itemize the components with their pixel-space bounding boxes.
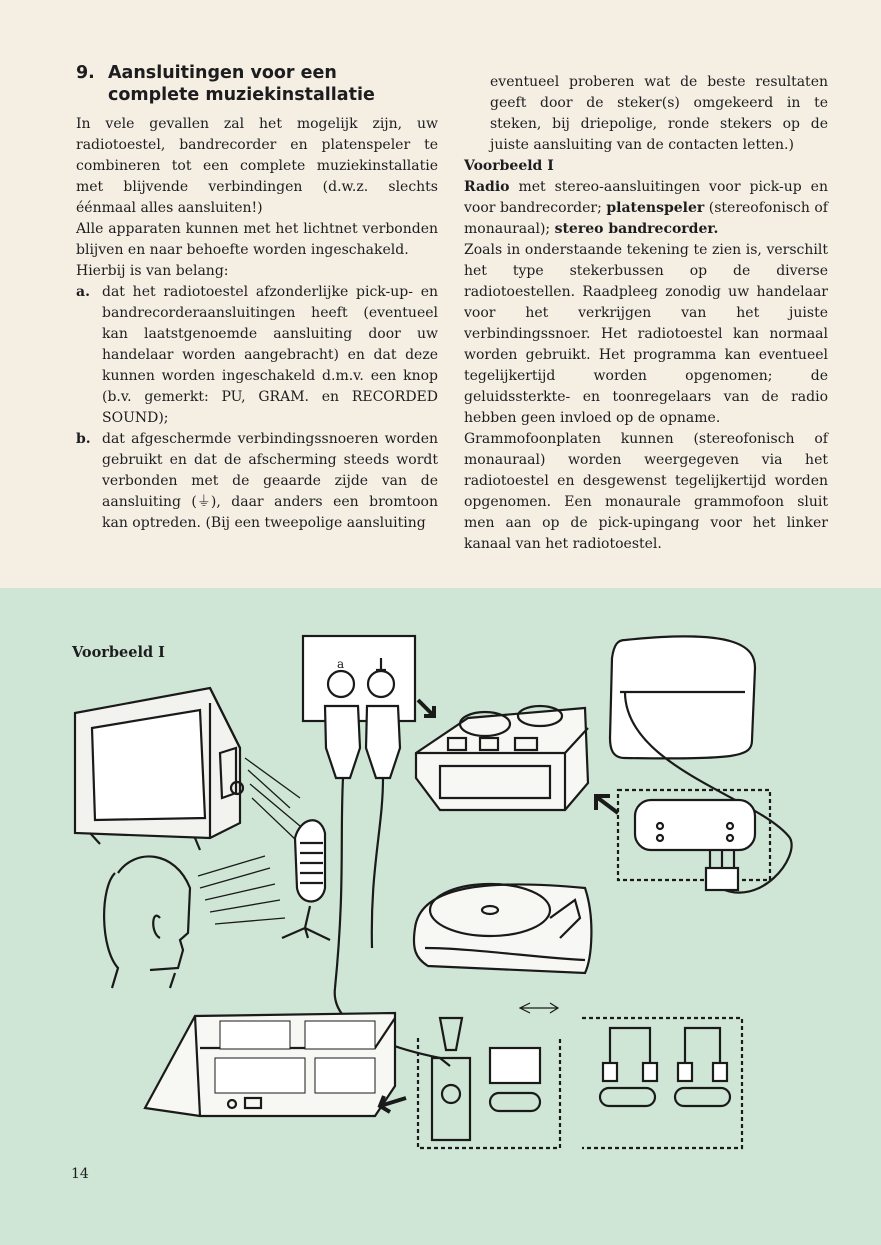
tape-recorder-icon: [416, 706, 588, 810]
listener-head-icon: [104, 856, 190, 988]
radio-text-1: met stereo-aansluitingen voor pick-up en voor bandrecorder;: [464, 179, 828, 216]
arrow-icon: [380, 1096, 406, 1112]
paragraph-drawing: Zoals in onderstaande tekening te zien is, verschilt het type stekerbussen op de diverse radiotoestellen. Raadpleeg zonodig uw handelaar voor het verkrijgen van het juiste verbindingssnoer. Het radiotoestel kan normaal worden gebruikt. Het programma kan eventueel tegelijkertijd worden opgenomen; de geluidssterkte- en toonregelaars van de radio hebben geen invloed op de opname.: [464, 242, 828, 426]
record-player-icon: [414, 884, 591, 973]
bandrecorder-label: stereo bandrecorder.: [554, 221, 719, 237]
arrow-icon: [596, 796, 618, 813]
microphone-icon: [282, 820, 330, 940]
list-marker-b: b.: [76, 431, 91, 447]
figure-illustration: [0, 588, 881, 1245]
list-marker-a: a.: [76, 284, 90, 300]
platenspeler-label: platenspeler: [606, 200, 705, 216]
list-text-b: dat afgeschermde verbindingssnoeren worden gebruikt en dat de afscherming steeds wordt verbonden met de geaarde zijde van de aansluiting (⏚), daar anders een bromtoon kan optreden. (Bij een tweepolige aansluiting: [102, 431, 438, 531]
section-number: 9.: [76, 63, 95, 83]
paragraph-continuation: eventueel proberen wat de beste resultaten geeft door de steker(s) omgekeerd in te steken, bij driepolige, ronde stekers op de juiste aansluiting van de contacten letten.): [490, 74, 828, 153]
radio-text-2: (stereofonisch of monauraal);: [464, 200, 828, 237]
radio-label: Radio: [464, 179, 510, 195]
paragraph-equipment: [464, 177, 828, 240]
paragraph-intro: In vele gevallen zal het mogelijk zijn, uw radiotoestel, bandrecorder en platenspeler te combineren tot een complete muziekinstallatie met blijvende verbindingen (d.w.z. slechts éénmaal alles aansluiten!): [76, 116, 438, 216]
figure-label: Voorbeeld I: [72, 644, 165, 661]
paragraph-importance: Hierbij is van belang:: [76, 263, 229, 279]
section-title-line2: complete muziekinstallatie: [108, 85, 375, 105]
list-item-b: [76, 429, 438, 534]
television-icon: [75, 688, 243, 850]
list-text-a: dat het radiotoestel afzonderlijke pick-up- en bandrecorderaansluitingen heeft (eventueel kan laatstgenoemde aansluiting door uw handelaar worden aangebracht) en dat deze kunnen worden ingeschakeld d.m.v. een knop (b.v. gemerkt: PU, GRAM. en RECORDED SOUND);: [102, 284, 438, 426]
svg-text:a: a: [337, 657, 345, 671]
left-column: [76, 114, 438, 534]
right-column: [464, 72, 828, 555]
arrow-icon: [418, 700, 434, 716]
page-number: 14: [71, 1166, 89, 1182]
paragraph-mains: Alle apparaten kunnen met het lichtnet verbonden blijven en naar behoefte worden ingeschakeld.: [76, 221, 438, 258]
plug-diagram-icon: [618, 790, 770, 890]
radio-receiver-icon: [145, 1013, 395, 1116]
paragraph-records: Grammofoonplaten kunnen (stereofonisch of monauraal) worden weergegeven via het radiotoestel en desgewenst tegelijkertijd worden opgenomen. Een monaurale grammofoon sluit men aan op de pick-upingang voor het linker kanaal van het radiotoestel.: [464, 431, 828, 552]
antenna-frame-icon: [610, 636, 792, 892]
subheading-voorbeeld: Voorbeeld I: [464, 158, 554, 174]
plug-diagram-icon: [418, 1003, 742, 1148]
list-item-a: [76, 282, 438, 429]
section-title-line1: Aansluitingen voor een: [108, 63, 337, 83]
section-heading: [76, 62, 456, 106]
